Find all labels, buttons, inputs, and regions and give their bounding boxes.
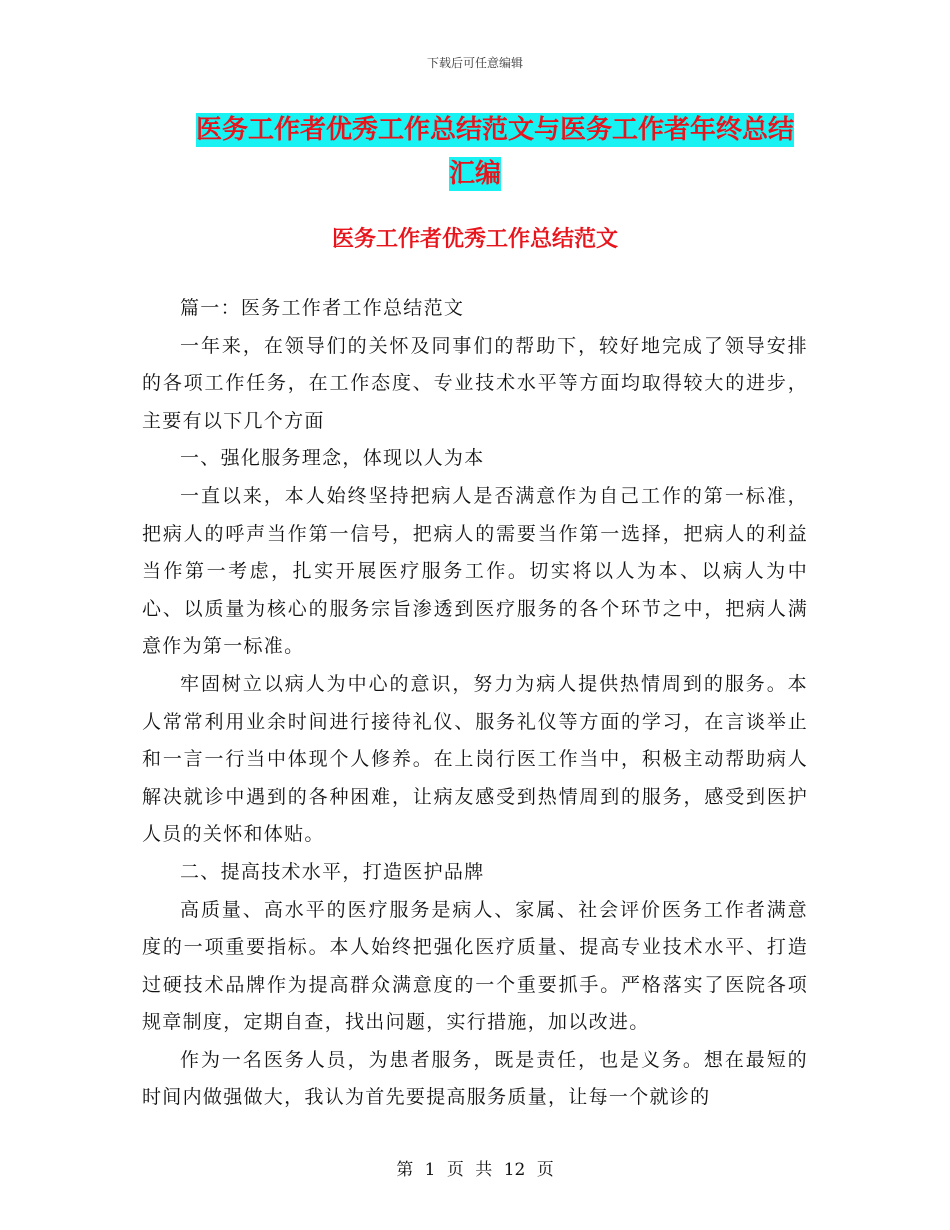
paragraph-heading-1: 一、强化服务理念，体现以人为本 <box>180 447 485 470</box>
page-footer: 第 1 页 共 12 页 <box>396 1160 554 1180</box>
document-title-line-1 <box>0 108 950 152</box>
title-highlight-2: 汇编 <box>448 159 501 189</box>
paragraph: 一直以来，本人始终坚持把病人是否满意作为自己工作的第一标准，把病人的呼声当作第一信号，把病人的需要当作第一选择，把病人的利益当作第一考虑，扎实开展医疗服务工作。切实将以人为本、以病人为中心、以质量为核心的服务宗旨渗透到医疗服务的各个环节之中，把病人满意作为第一标准。 <box>142 484 808 658</box>
paragraph-part-heading: 篇一：医务工作者工作总结范文 <box>180 297 465 319</box>
header-note: 下载后可任意编辑 <box>426 56 523 70</box>
title-highlight-1: 医务工作者优秀工作总结范文与医务工作者年终总结 <box>195 115 794 145</box>
paragraph-heading-2: 二、提高技术水平，打造医护品牌 <box>180 860 485 883</box>
section-title: 医务工作者优秀工作总结范文 <box>331 227 618 252</box>
paragraph-intro: 一年来，在领导们的关怀及同事们的帮助下，较好地完成了领导安排的各项工作任务，在工作态度、专业技术水平等方面均取得较大的进步，主要有以下几个方面 <box>142 334 808 432</box>
document-body <box>142 290 808 1117</box>
document-title-line-2 <box>0 152 950 196</box>
document-title <box>0 108 950 196</box>
paragraph: 高质量、高水平的医疗服务是病人、家属、社会评价医务工作者满意度的一项重要指标。本人始终把强化医疗质量、提高专业技术水平、打造过硬技术品牌作为提高群众满意度的一个重要抓手。严格落实了医院各项规章制度，定期自查，找出问题，实行措施，加以改进。 <box>142 898 808 1034</box>
paragraph: 作为一名医务人员，为患者服务，既是责任，也是义务。想在最短的时间内做强做大，我认为首先要提高服务质量，让每一个就诊的 <box>142 1048 808 1109</box>
paragraph: 牢固树立以病人为中心的意识，努力为病人提供热情周到的服务。本人常常利用业余时间进行接待礼仪、服务礼仪等方面的学习，在言谈举止和一言一行当中体现个人修养。在上岗行医工作当中，积极主动帮助病人解决就诊中遇到的各种困难，让病友感受到热情周到的服务，感受到医护人员的关怀和体贴。 <box>142 672 808 846</box>
